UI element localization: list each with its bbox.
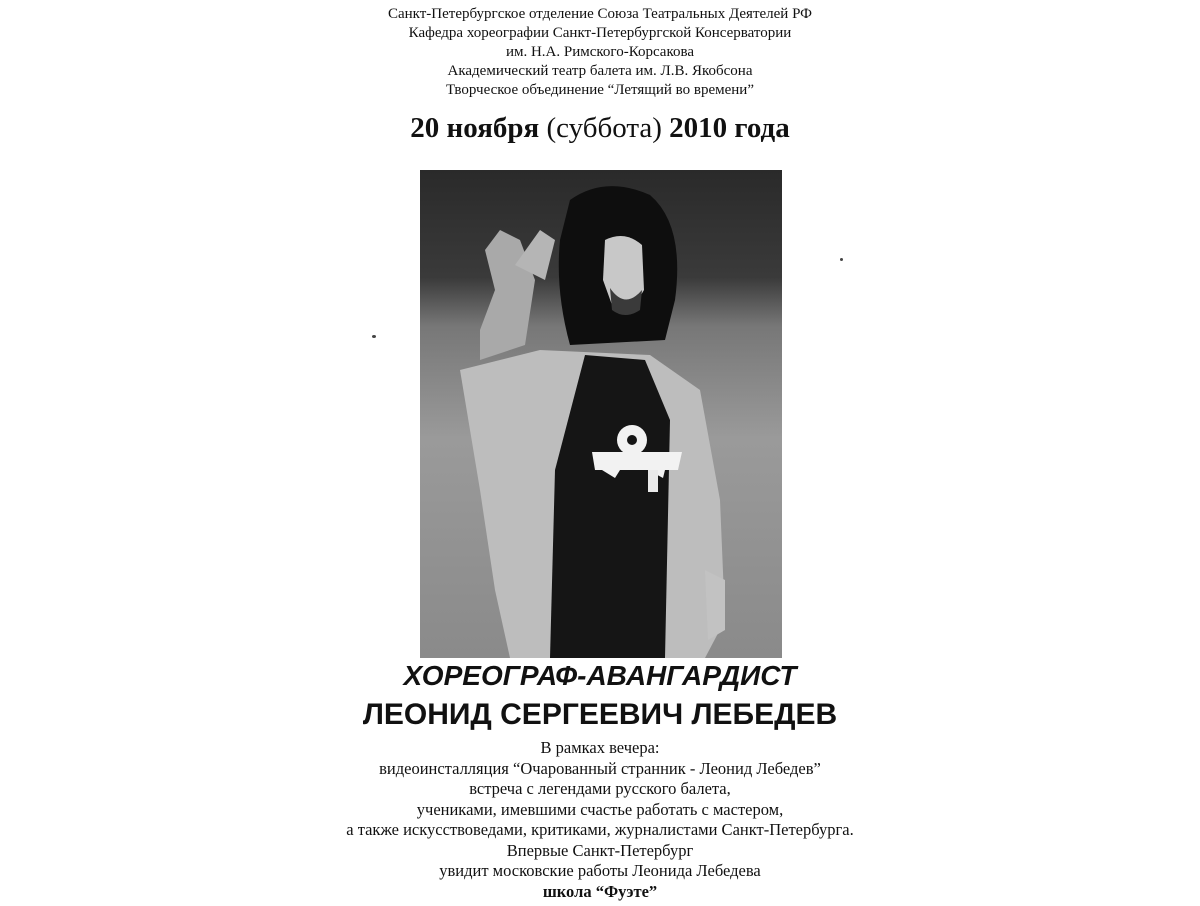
description-line: В рамках вечера: [540,738,660,757]
organizers-header [300,5,900,100]
event-day-month: 20 ноября [410,112,540,144]
subtitle-choreographer: ХОРЕОГРАФ-АВАНГАРДИСТ [403,660,797,691]
main-title-name: ЛЕОНИД СЕРГЕЕВИЧ ЛЕБЕДЕВ [362,698,838,731]
description-line: учениками, имевшими счастье работать с мастером, [416,799,784,819]
portrait-photo [420,170,782,658]
event-description [250,738,950,902]
scan-speck [840,258,843,261]
description-line: видеоинсталляция “Очарованный странник - Леонид Лебедев” [379,758,821,778]
event-weekday: (суббота) [546,112,662,144]
organizer-line: Кафедра хореографии Санкт-Петербургской Консерватории [408,25,792,41]
description-line: а также искусствоведами, критиками, журналистами Санкт-Петербурга. [346,820,854,839]
organizer-line: Творческое объединение “Летящий во времени” [446,82,754,98]
scan-speck [372,335,376,338]
description-line: Впервые Санкт-Петербург [506,840,694,860]
event-year: 2010 года [669,112,790,144]
description-line: увидит московские работы Леонида Лебедева [439,861,761,880]
school-name: школа “Фуэте” [542,881,658,901]
organizer-line: им. Н.А. Римского-Корсакова [505,44,695,60]
organizer-line: Академический театр балета им. Л.В. Якобсона [447,63,753,79]
organizer-line: Санкт-Петербургское отделение Союза Театральных Деятелей РФ [387,6,813,22]
description-line: встреча с легендами русского балета, [469,779,731,798]
event-date [250,110,950,146]
